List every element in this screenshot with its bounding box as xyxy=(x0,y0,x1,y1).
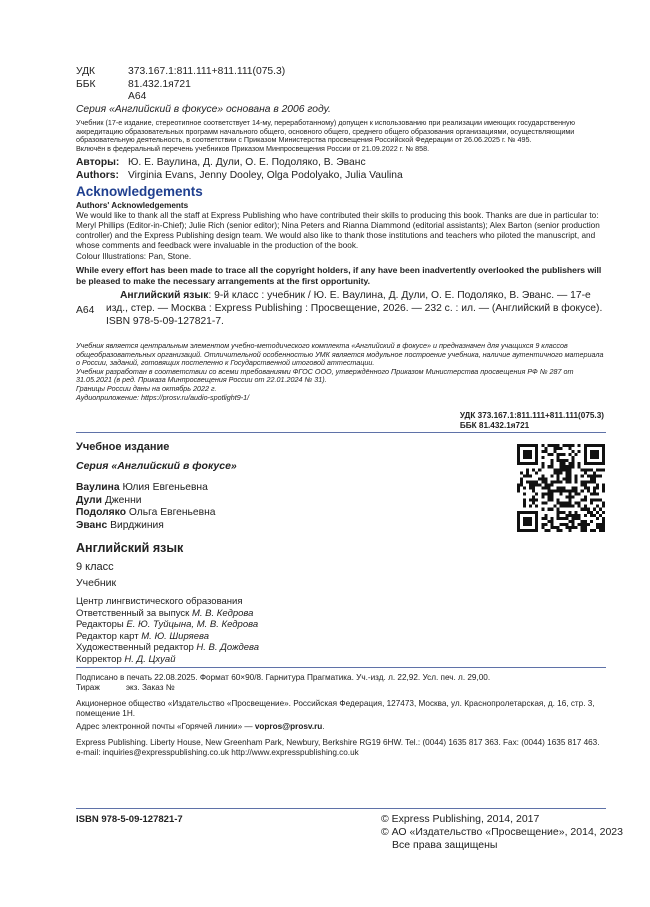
catalog-entry xyxy=(106,290,606,329)
staff-name: М. Ю. Ширяева xyxy=(141,630,210,642)
annotation-2: Учебник разработан в соответствии со всеми требованиями ФГОС ООО, утверждённого Приказом Министерства просвещения РФ № 287 от 31.05.2021 (в ред. Приказа Минпросвещения России от 22.01.2024 № 31). xyxy=(76,366,574,385)
udk-bottom-block xyxy=(460,411,604,431)
hotline xyxy=(76,722,325,732)
udk-bottom: УДК 373.167.1:811.111+811.111(075.3) xyxy=(459,411,604,420)
staff-name: Н. Д. Цхуай xyxy=(124,653,176,665)
author-last: Эванс xyxy=(76,519,108,531)
staff-row xyxy=(76,642,259,654)
staff-name: Н. В. Дождева xyxy=(196,642,260,653)
edition-grade: 9 класс xyxy=(76,561,114,573)
staff-list xyxy=(76,596,259,665)
staff-role: Корректор xyxy=(76,653,122,665)
authors-en-label: Authors: xyxy=(76,169,119,181)
edition-type: Учебное издание xyxy=(76,441,170,453)
footer-isbn: ISBN 978-5-09-127821-7 xyxy=(76,814,183,825)
print-run: Тираж xyxy=(76,683,100,692)
section-rule xyxy=(76,432,606,433)
edition-author-row xyxy=(76,482,216,495)
colour-illustrations: Colour Illustrations: Pan, Stone. xyxy=(76,252,192,261)
express-line-2[interactable]: e-mail: inquiries@expresspublishing.co.uk http://www.expresspublishing.co.uk xyxy=(76,748,359,757)
staff-role: Редакторы xyxy=(76,619,124,630)
bbk-value: 81.432.1я721 xyxy=(128,78,191,90)
hotline-suffix: . xyxy=(322,722,325,731)
staff-name: Е. Ю. Туйцына, М. В. Кедрова xyxy=(126,619,259,630)
authors-block xyxy=(76,157,403,182)
edition-author-row xyxy=(76,495,216,508)
staff-role: Центр лингвистического образования xyxy=(76,596,243,607)
edition-authors xyxy=(76,482,216,532)
catalog-code: А64 xyxy=(76,305,95,316)
edition-series: Серия «Английский в фокусе» xyxy=(76,460,237,472)
footer-rule xyxy=(76,808,606,809)
federal-list-line: Включён в федеральный перечень учебников Приказом Минпросвещения России от 21.09.2022 г. № 858. xyxy=(76,143,430,153)
order-number: экз. Заказ № xyxy=(125,683,175,692)
author-last: Дули xyxy=(76,494,102,506)
copyright-prosv: © АО «Издательство «Просвещение», 2014, 2023 xyxy=(381,826,623,838)
footer-copyrights xyxy=(381,813,623,852)
express-line-1: Express Publishing. Liberty House, New Greenham Park, Newbury, Berkshire RG19 6HW. Tel.: (0044) 1635 817 363. Fax: (0044) 1635 817 463. xyxy=(76,738,600,747)
edition-author-row xyxy=(76,520,216,533)
udk-label: УДК xyxy=(76,66,96,77)
annotation xyxy=(76,342,606,402)
author-first: Юлия Евгеньевна xyxy=(122,482,208,493)
rights-reserved: Все права защищены xyxy=(392,839,498,851)
author-first: Ольга Евгеньевна xyxy=(128,507,216,518)
staff-row xyxy=(76,596,259,608)
approval-text xyxy=(76,119,604,153)
edition-title: Английский язык xyxy=(76,541,184,555)
series-founded: Серия «Английский в фокусе» основана в 2006 году. xyxy=(76,104,331,115)
annotation-1: Учебник является центральным элементом учебно-методического комплекта «Английский в фокусе» и предназначен для учащихся 9 классов общеобразовательных организаций. Отличительной особенностью УМК является модульное построение учебника, наличие аутентичного материала о России, заданий, готовящих постепенно к Государственной итоговой аттестации. xyxy=(76,341,604,368)
edition-author-row xyxy=(76,507,216,520)
hotline-email[interactable]: vopros@prosv.ru xyxy=(254,722,323,731)
company-address: Акционерное общество «Издательство «Просвещение». Российская Федерация, 127473, Москва, ул. Краснопролетарская, д. 16, стр. 3, помещение 1Н. xyxy=(76,699,595,718)
annotation-4: Аудиоприложение: https://prosv.ru/audio-spotlight9-1/ xyxy=(76,392,250,402)
bbk-bottom: ББК 81.432.1я721 xyxy=(459,421,530,430)
bbk-label: ББК xyxy=(76,78,96,90)
annotation-3: Границы России даны на октябрь 2022 г. xyxy=(76,383,217,393)
staff-name: М. В. Кедрова xyxy=(191,607,254,619)
authors-en: Virginia Evans, Jenny Dooley, Olga Podolyako, Julia Vaulina xyxy=(128,169,403,181)
author-first: Дженни xyxy=(104,494,142,506)
staff-role: Редактор карт xyxy=(76,630,139,642)
catalog-description: : 9-й класс : учебник / Ю. Е. Ваулина, Д. Дули, О. Е. Подоляко, В. Эванс. — 17-е изд., стер. — Москва : Express Publishing : Просвещение, 2026. — 232 с. : ил. — (Английский в фокусе). xyxy=(106,290,603,314)
udk-value: 373.167.1:811.111+811.111(075.3) xyxy=(128,66,286,77)
print-line-2 xyxy=(76,683,606,693)
staff-row xyxy=(76,619,259,631)
staff-row xyxy=(76,608,259,620)
author-last: Подоляко xyxy=(76,507,126,518)
approval-line: Учебник (17-е издание, стереотипное соответствует 14-му, переработанному) допущен к использованию при реализации имеющих государственную аккредитацию образовательных программ начального общего, основного общего, среднего общего образования организациями, осуществляющими образовательную деятельность, в соответствии с Приказом Министерства просвещения Российской Федерации от 26.06.2025 г. № 495. xyxy=(76,118,575,145)
staff-row xyxy=(76,631,259,643)
acknowledgements-heading: Acknowledgements xyxy=(76,184,203,199)
catalog-isbn: ISBN 978-5-09-127821-7. xyxy=(106,316,224,327)
author-first: Вирджиния xyxy=(110,519,164,531)
catalog-title: Английский язык xyxy=(120,290,209,301)
authors-ru: Ю. Е. Ваулина, Д. Дули, О. Е. Подоляко, В. Эванс xyxy=(128,157,366,168)
authors-ru-label: Авторы: xyxy=(76,157,120,168)
author-last: Ваулина xyxy=(76,482,120,493)
print-line-1: Подписано в печать 22.08.2025. Формат 60×90/8. Гарнитура Прагматика. Уч.-изд. л. 22,92. Усл. печ. л. 29,00. xyxy=(76,673,491,682)
book-code: А64 xyxy=(128,91,147,102)
copyright-notice: While every effort has been made to trace all the copyright holders, if any have been inadvertently overlooked the publishers will be pleased to make the necessary arrangements at the first opportunity. xyxy=(76,265,602,286)
express-address xyxy=(76,738,611,758)
staff-role: Художественный редактор xyxy=(76,642,194,653)
staff-role: Ответственный за выпуск xyxy=(76,607,190,619)
qr-code xyxy=(517,444,605,532)
udk-top-block xyxy=(76,66,285,104)
copyright-express: © Express Publishing, 2014, 2017 xyxy=(381,813,540,825)
staff-row xyxy=(76,654,259,666)
edition-kind: Учебник xyxy=(76,577,117,589)
acknowledgements-body: We would like to thank all the staff at Express Publishing who have contributed their skills to producing this book. Thanks are due in particular to: Meryl Phillips (Editor-in-Chief); Julie Rich (senior editor); Nina Peters and Rianna Diammond (editorial assistants); Alex Barton (senior production controller) and the Express Publishing design team. We would also like to thank those institutions and teachers who piloted the manuscript, and whose comments and feedback were invaluable in the production of the book. xyxy=(76,211,600,250)
print-info xyxy=(76,673,606,693)
hotline-prefix: Адрес электронной почты «Горячей линии» — xyxy=(76,722,255,731)
print-rule xyxy=(76,667,606,668)
authors-acknowledgements-heading: Authors' Acknowledgements xyxy=(76,201,189,210)
